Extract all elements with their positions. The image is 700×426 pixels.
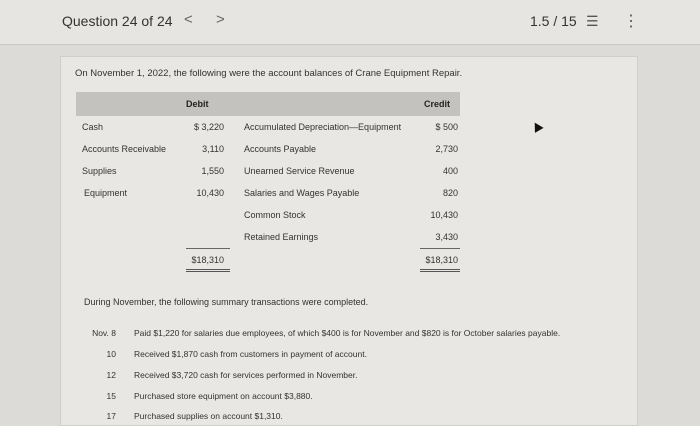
credit-total: $18,310 bbox=[425, 255, 458, 265]
debit-amount: $ 3,220 bbox=[193, 122, 224, 132]
transaction-text: Received $1,870 cash from customers in payment of account. bbox=[134, 349, 367, 359]
previous-question-icon[interactable]: < bbox=[184, 11, 193, 28]
credit-amount: 400 bbox=[442, 166, 458, 176]
score-display: 1.5 / 15 bbox=[530, 13, 577, 29]
transaction-date: 12 bbox=[106, 370, 116, 380]
question-label: Question 24 of 24 bbox=[62, 13, 173, 29]
debit-account: Accounts Receivable bbox=[82, 144, 167, 154]
debit-account: Supplies bbox=[82, 166, 117, 176]
transaction-date: 10 bbox=[106, 349, 116, 359]
transaction-text: Paid $1,220 for salaries due employees, of which $400 is for November and $820 is for October salaries payable. bbox=[134, 328, 561, 338]
debit-double-rule bbox=[186, 271, 230, 272]
debit-total: $18,310 bbox=[191, 255, 224, 265]
debit-amount: 10,430 bbox=[196, 188, 224, 198]
question-list-icon[interactable]: ☰ bbox=[586, 13, 599, 29]
credit-account: Common Stock bbox=[244, 210, 306, 220]
credit-double-rule bbox=[420, 269, 460, 270]
debit-amount: 1,550 bbox=[201, 166, 224, 176]
credit-amount: $ 500 bbox=[435, 122, 458, 132]
table-header bbox=[76, 92, 460, 116]
credit-amount: 3,430 bbox=[435, 232, 458, 242]
credit-account: Retained Earnings bbox=[244, 232, 319, 242]
credit-header: Credit bbox=[424, 99, 451, 109]
credit-account: Salaries and Wages Payable bbox=[244, 188, 360, 198]
credit-account: Accounts Payable bbox=[244, 144, 317, 154]
credit-account: Accumulated Depreciation—Equipment bbox=[244, 122, 402, 132]
debit-total-rule bbox=[186, 248, 230, 249]
transaction-text: Purchased store equipment on account $3,880. bbox=[134, 391, 313, 401]
problem-intro: On November 1, 2022, the following were the account balances of Crane Equipment Repair. bbox=[75, 68, 463, 79]
more-options-icon[interactable]: ⋮ bbox=[623, 13, 639, 30]
credit-amount: 2,730 bbox=[435, 144, 458, 154]
debit-account: Equipment bbox=[84, 188, 128, 198]
debit-header: Debit bbox=[186, 99, 209, 109]
credit-account: Unearned Service Revenue bbox=[244, 166, 355, 176]
transaction-text: Received $3,720 cash for services performed in November. bbox=[134, 370, 358, 380]
transaction-date: 17 bbox=[106, 411, 116, 421]
debit-account: Cash bbox=[82, 122, 104, 132]
next-question-icon[interactable]: > bbox=[216, 11, 225, 28]
credit-amount: 10,430 bbox=[430, 210, 458, 220]
transaction-date: Nov. 8 bbox=[92, 328, 116, 338]
credit-total-rule bbox=[420, 248, 460, 249]
top-bar bbox=[0, 0, 700, 45]
credit-amount: 820 bbox=[442, 188, 458, 198]
transaction-date: 15 bbox=[106, 391, 116, 401]
debit-double-rule bbox=[186, 269, 230, 270]
credit-double-rule bbox=[420, 271, 460, 272]
transactions-intro: During November, the following summary transactions were completed. bbox=[84, 297, 369, 307]
transaction-text: Purchased supplies on account $1,310. bbox=[134, 411, 283, 421]
debit-amount: 3,110 bbox=[202, 144, 224, 154]
